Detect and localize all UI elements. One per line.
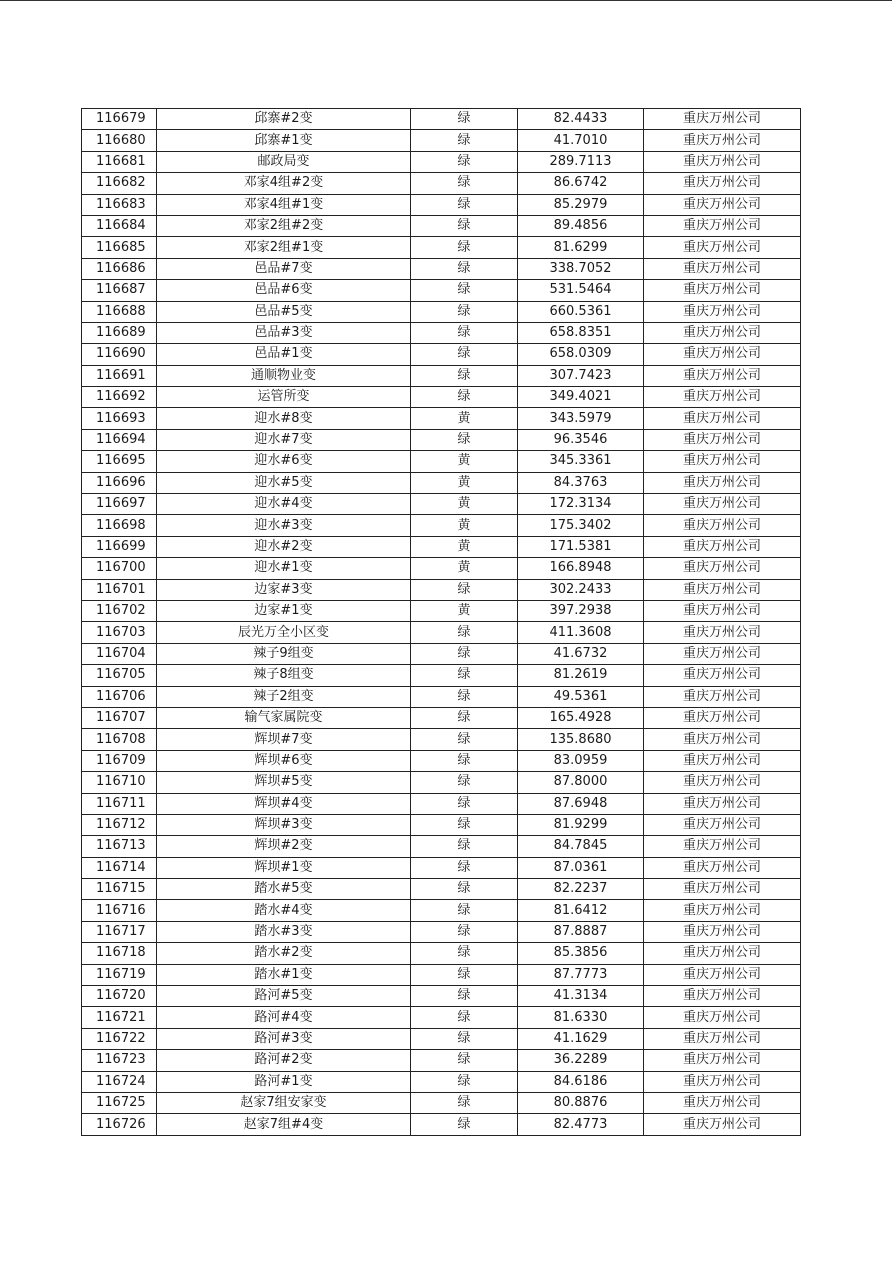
table-row — [82, 943, 801, 964]
cell-value: 172.3134 — [518, 494, 644, 515]
cell-status: 绿 — [411, 322, 518, 343]
cell-id: 116718 — [82, 943, 157, 964]
table-row — [82, 558, 801, 579]
cell-value: 81.6299 — [518, 237, 644, 258]
cell-name: 辉坝#4变 — [157, 793, 411, 814]
cell-id: 116692 — [82, 387, 157, 408]
cell-status: 绿 — [411, 793, 518, 814]
cell-name: 赵家7组安家变 — [157, 1092, 411, 1113]
cell-company: 重庆万州公司 — [644, 472, 801, 493]
cell-company: 重庆万州公司 — [644, 301, 801, 322]
cell-id: 116679 — [82, 109, 157, 130]
cell-name: 邓家4组#1变 — [157, 194, 411, 215]
cell-value: 85.3856 — [518, 943, 644, 964]
cell-status: 绿 — [411, 964, 518, 985]
table-row — [82, 322, 801, 343]
cell-id: 116725 — [82, 1092, 157, 1113]
cell-company: 重庆万州公司 — [644, 622, 801, 643]
cell-status: 绿 — [411, 772, 518, 793]
cell-id: 116701 — [82, 579, 157, 600]
cell-name: 辰光万全小区变 — [157, 622, 411, 643]
table-row — [82, 1114, 801, 1135]
table-body — [82, 109, 801, 1136]
cell-status: 绿 — [411, 387, 518, 408]
cell-status: 绿 — [411, 1007, 518, 1028]
table-row — [82, 686, 801, 707]
cell-value: 84.3763 — [518, 472, 644, 493]
cell-id: 116709 — [82, 750, 157, 771]
table-row — [82, 258, 801, 279]
cell-value: 397.2938 — [518, 600, 644, 621]
cell-value: 81.6330 — [518, 1007, 644, 1028]
cell-value: 84.6186 — [518, 1071, 644, 1092]
cell-company: 重庆万州公司 — [644, 879, 801, 900]
cell-company: 重庆万州公司 — [644, 964, 801, 985]
cell-value: 343.5979 — [518, 408, 644, 429]
cell-value: 41.3134 — [518, 986, 644, 1007]
cell-company: 重庆万州公司 — [644, 1050, 801, 1071]
cell-id: 116722 — [82, 1028, 157, 1049]
cell-id: 116689 — [82, 322, 157, 343]
cell-company: 重庆万州公司 — [644, 750, 801, 771]
cell-status: 绿 — [411, 921, 518, 942]
cell-company: 重庆万州公司 — [644, 943, 801, 964]
cell-value: 411.3608 — [518, 622, 644, 643]
cell-status: 绿 — [411, 301, 518, 322]
table-row — [82, 429, 801, 450]
table-row — [82, 986, 801, 1007]
cell-status: 黄 — [411, 536, 518, 557]
cell-company: 重庆万州公司 — [644, 109, 801, 130]
cell-id: 116681 — [82, 151, 157, 172]
cell-id: 116700 — [82, 558, 157, 579]
cell-company: 重庆万州公司 — [644, 558, 801, 579]
table-row — [82, 1071, 801, 1092]
cell-status: 绿 — [411, 1028, 518, 1049]
cell-id: 116703 — [82, 622, 157, 643]
cell-name: 迎水#1变 — [157, 558, 411, 579]
cell-id: 116685 — [82, 237, 157, 258]
cell-status: 绿 — [411, 750, 518, 771]
cell-name: 辣子9组变 — [157, 643, 411, 664]
cell-name: 邮政局变 — [157, 151, 411, 172]
cell-id: 116717 — [82, 921, 157, 942]
cell-status: 绿 — [411, 579, 518, 600]
table-row — [82, 173, 801, 194]
cell-name: 迎水#4变 — [157, 494, 411, 515]
cell-id: 116684 — [82, 215, 157, 236]
cell-id: 116694 — [82, 429, 157, 450]
cell-company: 重庆万州公司 — [644, 1028, 801, 1049]
cell-value: 171.5381 — [518, 536, 644, 557]
cell-status: 绿 — [411, 900, 518, 921]
table-row — [82, 857, 801, 878]
cell-value: 87.8000 — [518, 772, 644, 793]
cell-company: 重庆万州公司 — [644, 921, 801, 942]
cell-value: 89.4856 — [518, 215, 644, 236]
cell-company: 重庆万州公司 — [644, 900, 801, 921]
cell-id: 116687 — [82, 280, 157, 301]
cell-id: 116683 — [82, 194, 157, 215]
table-row — [82, 921, 801, 942]
cell-name: 邑品#3变 — [157, 322, 411, 343]
cell-status: 绿 — [411, 643, 518, 664]
cell-value: 660.5361 — [518, 301, 644, 322]
cell-status: 绿 — [411, 665, 518, 686]
transformer-table — [81, 108, 801, 1136]
cell-status: 绿 — [411, 151, 518, 172]
cell-id: 116696 — [82, 472, 157, 493]
cell-name: 辉坝#5变 — [157, 772, 411, 793]
cell-status: 绿 — [411, 686, 518, 707]
cell-id: 116695 — [82, 451, 157, 472]
cell-id: 116682 — [82, 173, 157, 194]
cell-value: 82.4433 — [518, 109, 644, 130]
cell-value: 82.4773 — [518, 1114, 644, 1135]
cell-name: 邱寨#1变 — [157, 130, 411, 151]
cell-company: 重庆万州公司 — [644, 686, 801, 707]
cell-status: 绿 — [411, 258, 518, 279]
cell-status: 绿 — [411, 237, 518, 258]
table-row — [82, 280, 801, 301]
cell-name: 赵家7组#4变 — [157, 1114, 411, 1135]
cell-company: 重庆万州公司 — [644, 793, 801, 814]
cell-id: 116720 — [82, 986, 157, 1007]
cell-status: 绿 — [411, 215, 518, 236]
table-row — [82, 494, 801, 515]
cell-value: 87.8887 — [518, 921, 644, 942]
cell-id: 116707 — [82, 707, 157, 728]
table-row — [82, 387, 801, 408]
cell-value: 41.6732 — [518, 643, 644, 664]
cell-company: 重庆万州公司 — [644, 194, 801, 215]
cell-company: 重庆万州公司 — [644, 515, 801, 536]
cell-name: 辉坝#1变 — [157, 857, 411, 878]
cell-id: 116721 — [82, 1007, 157, 1028]
cell-status: 绿 — [411, 707, 518, 728]
cell-id: 116691 — [82, 365, 157, 386]
cell-value: 165.4928 — [518, 707, 644, 728]
cell-status: 绿 — [411, 879, 518, 900]
cell-status: 绿 — [411, 814, 518, 835]
cell-id: 116719 — [82, 964, 157, 985]
cell-name: 迎水#5变 — [157, 472, 411, 493]
cell-company: 重庆万州公司 — [644, 772, 801, 793]
cell-status: 绿 — [411, 194, 518, 215]
cell-company: 重庆万州公司 — [644, 130, 801, 151]
cell-id: 116704 — [82, 643, 157, 664]
cell-status: 绿 — [411, 429, 518, 450]
cell-name: 迎水#8变 — [157, 408, 411, 429]
cell-status: 绿 — [411, 1114, 518, 1135]
cell-status: 黄 — [411, 515, 518, 536]
cell-company: 重庆万州公司 — [644, 1092, 801, 1113]
cell-value: 86.6742 — [518, 173, 644, 194]
cell-value: 87.6948 — [518, 793, 644, 814]
cell-id: 116686 — [82, 258, 157, 279]
cell-id: 116698 — [82, 515, 157, 536]
cell-name: 迎水#2变 — [157, 536, 411, 557]
table-row — [82, 707, 801, 728]
cell-id: 116706 — [82, 686, 157, 707]
cell-name: 邓家2组#2变 — [157, 215, 411, 236]
cell-value: 96.3546 — [518, 429, 644, 450]
cell-name: 通顺物业变 — [157, 365, 411, 386]
cell-company: 重庆万州公司 — [644, 408, 801, 429]
table-row — [82, 536, 801, 557]
cell-name: 辉坝#6变 — [157, 750, 411, 771]
cell-status: 绿 — [411, 622, 518, 643]
cell-name: 输气家属院变 — [157, 707, 411, 728]
table-row — [82, 194, 801, 215]
cell-name: 踏水#1变 — [157, 964, 411, 985]
cell-id: 116708 — [82, 729, 157, 750]
cell-company: 重庆万州公司 — [644, 600, 801, 621]
cell-name: 邓家2组#1变 — [157, 237, 411, 258]
table-row — [82, 622, 801, 643]
cell-status: 绿 — [411, 173, 518, 194]
cell-company: 重庆万州公司 — [644, 387, 801, 408]
table-row — [82, 215, 801, 236]
cell-value: 87.0361 — [518, 857, 644, 878]
table-row — [82, 151, 801, 172]
cell-id: 116705 — [82, 665, 157, 686]
cell-value: 658.0309 — [518, 344, 644, 365]
cell-status: 绿 — [411, 130, 518, 151]
cell-name: 路河#4变 — [157, 1007, 411, 1028]
cell-company: 重庆万州公司 — [644, 536, 801, 557]
cell-value: 41.7010 — [518, 130, 644, 151]
cell-company: 重庆万州公司 — [644, 836, 801, 857]
cell-name: 辉坝#3变 — [157, 814, 411, 835]
table-row — [82, 793, 801, 814]
cell-company: 重庆万州公司 — [644, 258, 801, 279]
cell-id: 116711 — [82, 793, 157, 814]
cell-name: 迎水#7变 — [157, 429, 411, 450]
cell-name: 邑品#5变 — [157, 301, 411, 322]
cell-name: 迎水#6变 — [157, 451, 411, 472]
cell-id: 116716 — [82, 900, 157, 921]
table-row — [82, 879, 801, 900]
cell-value: 531.5464 — [518, 280, 644, 301]
cell-status: 绿 — [411, 344, 518, 365]
cell-status: 黄 — [411, 558, 518, 579]
cell-name: 踏水#2变 — [157, 943, 411, 964]
cell-status: 黄 — [411, 472, 518, 493]
page-top-rule — [0, 0, 892, 1]
cell-value: 302.2433 — [518, 579, 644, 600]
cell-name: 路河#3变 — [157, 1028, 411, 1049]
cell-status: 绿 — [411, 109, 518, 130]
cell-status: 绿 — [411, 365, 518, 386]
table-row — [82, 772, 801, 793]
cell-name: 踏水#3变 — [157, 921, 411, 942]
cell-company: 重庆万州公司 — [644, 173, 801, 194]
cell-value: 36.2289 — [518, 1050, 644, 1071]
cell-value: 85.2979 — [518, 194, 644, 215]
cell-status: 黄 — [411, 600, 518, 621]
cell-id: 116723 — [82, 1050, 157, 1071]
cell-company: 重庆万州公司 — [644, 857, 801, 878]
cell-company: 重庆万州公司 — [644, 451, 801, 472]
cell-status: 绿 — [411, 836, 518, 857]
cell-name: 路河#5变 — [157, 986, 411, 1007]
cell-name: 邑品#1变 — [157, 344, 411, 365]
cell-company: 重庆万州公司 — [644, 707, 801, 728]
cell-status: 绿 — [411, 729, 518, 750]
cell-value: 87.7773 — [518, 964, 644, 985]
cell-status: 绿 — [411, 986, 518, 1007]
cell-value: 81.9299 — [518, 814, 644, 835]
cell-status: 绿 — [411, 1050, 518, 1071]
table-row — [82, 836, 801, 857]
cell-company: 重庆万州公司 — [644, 280, 801, 301]
cell-id: 116699 — [82, 536, 157, 557]
table-row — [82, 579, 801, 600]
cell-name: 邱寨#2变 — [157, 109, 411, 130]
cell-id: 116715 — [82, 879, 157, 900]
cell-name: 邑品#6变 — [157, 280, 411, 301]
cell-company: 重庆万州公司 — [644, 215, 801, 236]
table-row — [82, 729, 801, 750]
table-row — [82, 365, 801, 386]
cell-id: 116690 — [82, 344, 157, 365]
cell-company: 重庆万州公司 — [644, 665, 801, 686]
cell-value: 81.6412 — [518, 900, 644, 921]
cell-value: 658.8351 — [518, 322, 644, 343]
table-row — [82, 1050, 801, 1071]
cell-id: 116726 — [82, 1114, 157, 1135]
cell-value: 80.8876 — [518, 1092, 644, 1113]
cell-value: 49.5361 — [518, 686, 644, 707]
cell-company: 重庆万州公司 — [644, 344, 801, 365]
table-row — [82, 408, 801, 429]
cell-name: 辉坝#7变 — [157, 729, 411, 750]
cell-value: 166.8948 — [518, 558, 644, 579]
cell-name: 边家#3变 — [157, 579, 411, 600]
table-row — [82, 964, 801, 985]
cell-name: 路河#2变 — [157, 1050, 411, 1071]
cell-company: 重庆万州公司 — [644, 643, 801, 664]
cell-id: 116714 — [82, 857, 157, 878]
cell-id: 116702 — [82, 600, 157, 621]
cell-value: 345.3361 — [518, 451, 644, 472]
cell-name: 路河#1变 — [157, 1071, 411, 1092]
table-row — [82, 109, 801, 130]
cell-status: 黄 — [411, 494, 518, 515]
cell-company: 重庆万州公司 — [644, 151, 801, 172]
cell-name: 运管所变 — [157, 387, 411, 408]
cell-value: 135.8680 — [518, 729, 644, 750]
table-row — [82, 665, 801, 686]
table-row — [82, 600, 801, 621]
table-row — [82, 643, 801, 664]
table-row — [82, 900, 801, 921]
cell-status: 绿 — [411, 857, 518, 878]
cell-value: 82.2237 — [518, 879, 644, 900]
cell-name: 踏水#4变 — [157, 900, 411, 921]
cell-name: 辣子8组变 — [157, 665, 411, 686]
cell-status: 绿 — [411, 1092, 518, 1113]
cell-company: 重庆万州公司 — [644, 579, 801, 600]
cell-value: 289.7113 — [518, 151, 644, 172]
cell-company: 重庆万州公司 — [644, 814, 801, 835]
cell-company: 重庆万州公司 — [644, 1114, 801, 1135]
cell-value: 307.7423 — [518, 365, 644, 386]
cell-name: 边家#1变 — [157, 600, 411, 621]
cell-value: 81.2619 — [518, 665, 644, 686]
table-row — [82, 515, 801, 536]
cell-value: 349.4021 — [518, 387, 644, 408]
cell-id: 116680 — [82, 130, 157, 151]
cell-status: 绿 — [411, 1071, 518, 1092]
cell-company: 重庆万州公司 — [644, 1007, 801, 1028]
table-row — [82, 750, 801, 771]
cell-name: 踏水#5变 — [157, 879, 411, 900]
cell-name: 辣子2组变 — [157, 686, 411, 707]
cell-company: 重庆万州公司 — [644, 365, 801, 386]
cell-id: 116724 — [82, 1071, 157, 1092]
cell-company: 重庆万州公司 — [644, 986, 801, 1007]
cell-name: 辉坝#2变 — [157, 836, 411, 857]
table-row — [82, 451, 801, 472]
cell-status: 黄 — [411, 408, 518, 429]
cell-name: 迎水#3变 — [157, 515, 411, 536]
table-row — [82, 1007, 801, 1028]
cell-id: 116697 — [82, 494, 157, 515]
cell-status: 绿 — [411, 943, 518, 964]
cell-id: 116712 — [82, 814, 157, 835]
table-row — [82, 1028, 801, 1049]
table-row — [82, 237, 801, 258]
cell-name: 邑品#7变 — [157, 258, 411, 279]
cell-id: 116693 — [82, 408, 157, 429]
cell-id: 116713 — [82, 836, 157, 857]
cell-status: 绿 — [411, 280, 518, 301]
cell-company: 重庆万州公司 — [644, 1071, 801, 1092]
table-row — [82, 814, 801, 835]
table-row — [82, 301, 801, 322]
cell-company: 重庆万州公司 — [644, 429, 801, 450]
cell-value: 338.7052 — [518, 258, 644, 279]
cell-company: 重庆万州公司 — [644, 729, 801, 750]
table-row — [82, 472, 801, 493]
cell-value: 83.0959 — [518, 750, 644, 771]
cell-id: 116710 — [82, 772, 157, 793]
cell-name: 邓家4组#2变 — [157, 173, 411, 194]
cell-status: 黄 — [411, 451, 518, 472]
table-row — [82, 130, 801, 151]
cell-company: 重庆万州公司 — [644, 237, 801, 258]
cell-value: 175.3402 — [518, 515, 644, 536]
cell-value: 84.7845 — [518, 836, 644, 857]
cell-company: 重庆万州公司 — [644, 322, 801, 343]
cell-company: 重庆万州公司 — [644, 494, 801, 515]
table-row — [82, 344, 801, 365]
table-row — [82, 1092, 801, 1113]
cell-value: 41.1629 — [518, 1028, 644, 1049]
cell-id: 116688 — [82, 301, 157, 322]
